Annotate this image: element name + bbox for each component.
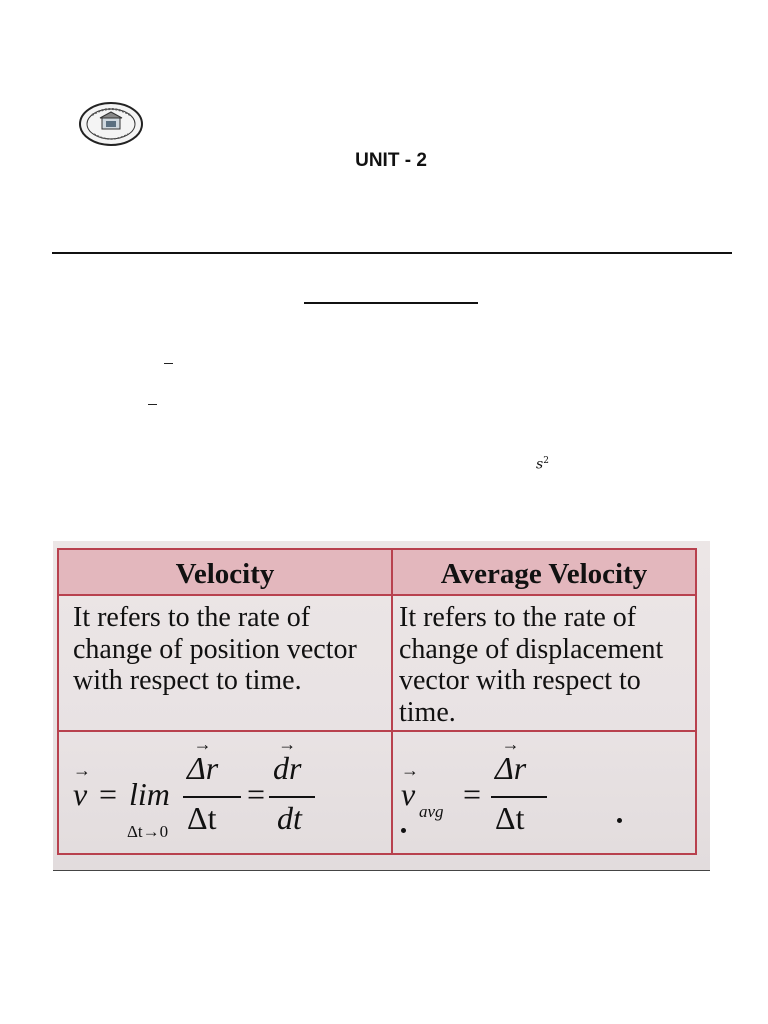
column-header-velocity: Velocity xyxy=(175,558,275,590)
row-divider xyxy=(59,730,695,732)
formula-average-velocity xyxy=(399,734,695,850)
avg-subscript: avg xyxy=(419,802,444,821)
ink-speck xyxy=(617,818,622,823)
velocity-vector-symbol: → v xyxy=(73,760,91,812)
s-exponent: 2 xyxy=(543,456,549,466)
lim-operator: lim xyxy=(129,776,170,812)
fraction-bar xyxy=(269,796,315,798)
limit-subscript: Δt→0 xyxy=(127,822,169,841)
bar-mark xyxy=(164,363,173,364)
numerator-delta-r: → Δr xyxy=(495,734,527,786)
fraction-bar xyxy=(183,796,241,798)
fraction-bar xyxy=(491,796,547,798)
row-divider xyxy=(59,594,695,596)
equals-sign: = xyxy=(247,776,266,812)
s-squared-mark xyxy=(536,456,549,473)
numerator-delta-r: → Δr xyxy=(187,734,219,786)
comparison-table xyxy=(57,548,697,855)
horizontal-rule xyxy=(52,252,732,254)
definition-average-velocity: It refers to the rate of change of displacement vector with respect to time. xyxy=(399,602,664,728)
definition-velocity: It refers to the rate of change of position vector with respect to time. xyxy=(73,602,357,696)
school-seal-logo xyxy=(78,101,144,147)
heading-underline xyxy=(304,302,478,304)
equals-sign: = xyxy=(99,776,118,812)
comparison-table-photo xyxy=(53,541,710,871)
average-velocity-vector-symbol: → v xyxy=(401,760,419,812)
ink-speck xyxy=(401,828,406,833)
unit-title: UNIT - 2 xyxy=(355,150,427,171)
denominator-dt: dt xyxy=(277,800,302,836)
s-base: s xyxy=(536,456,544,473)
formula-velocity xyxy=(73,734,389,850)
column-header-average-velocity: Average Velocity xyxy=(440,558,648,590)
denominator-delta-t: Δt xyxy=(187,800,217,836)
numerator-dr: → dr xyxy=(273,734,302,786)
bar-mark xyxy=(148,404,157,405)
denominator-delta-t: Δt xyxy=(495,800,525,836)
equals-sign: = xyxy=(463,776,482,812)
